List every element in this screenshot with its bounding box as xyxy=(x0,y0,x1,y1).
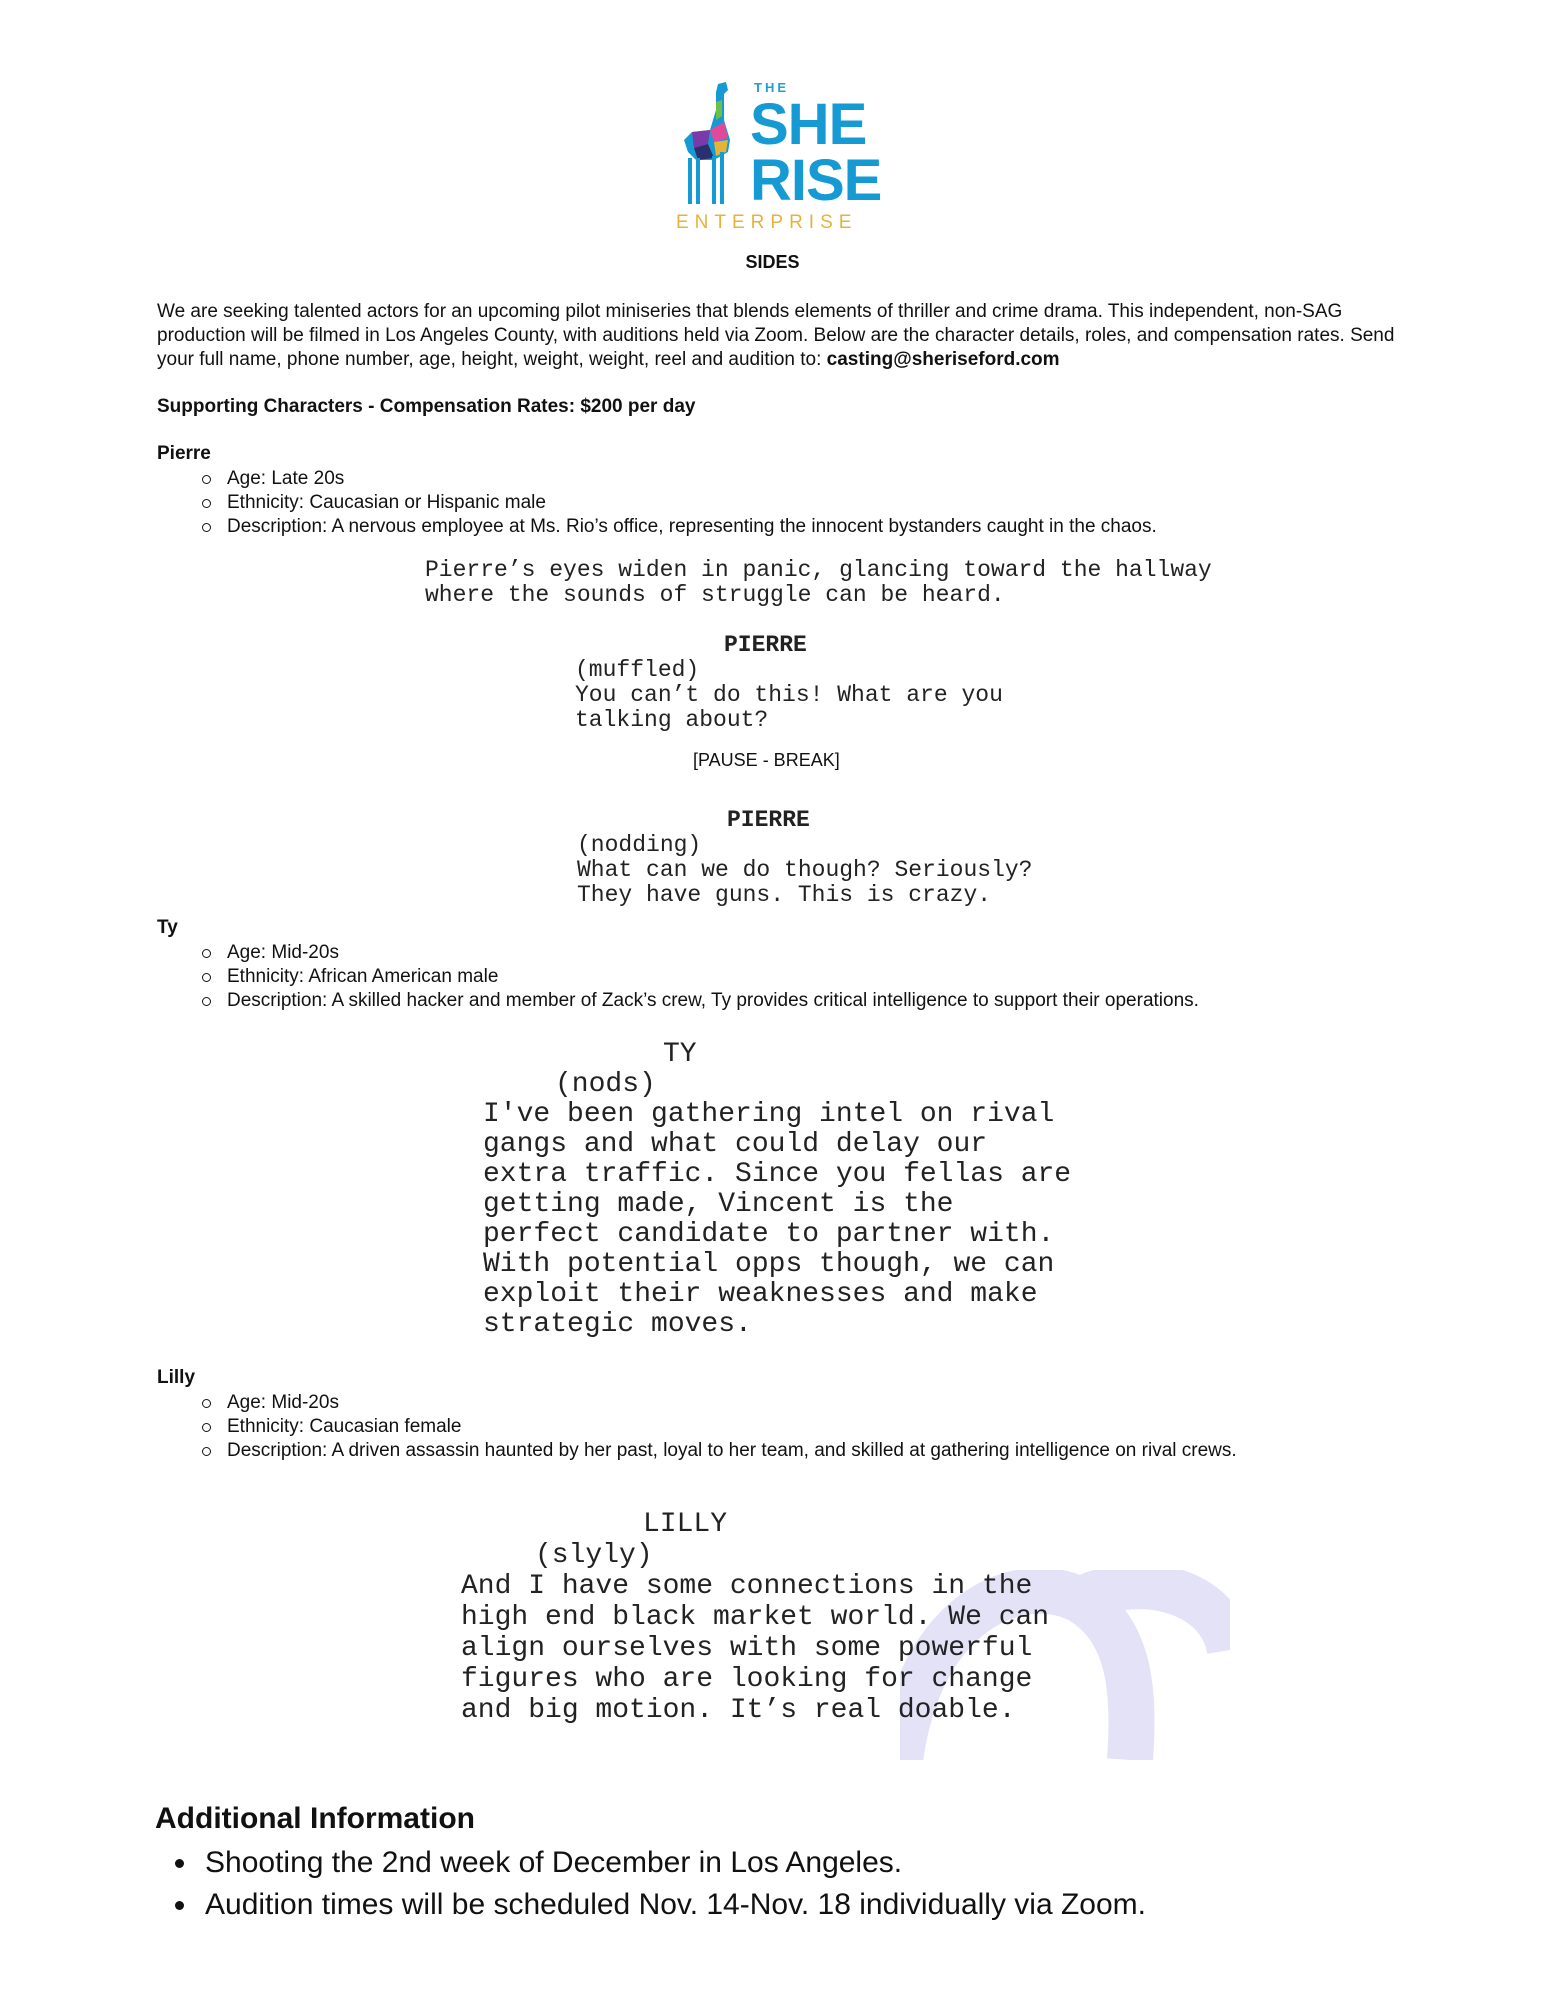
list-item: Description: A nervous employee at Ms. Rio’s office, representing the innocent bystanders caught in the chaos. xyxy=(227,516,1157,537)
pierre-action-line-1: Pierre’s eyes widen in panic, glancing toward the hallway xyxy=(425,557,1212,583)
list-item: Ethnicity: Caucasian or Hispanic male xyxy=(227,491,1157,515)
list-item: Age: Mid-20s xyxy=(227,1391,1237,1415)
lilly-dialogue-line: figures who are looking for change xyxy=(461,1664,1033,1695)
ty-dialogue-line: extra traffic. Since you fellas are xyxy=(483,1159,1072,1190)
list-item: Ethnicity: Caucasian female xyxy=(227,1415,1237,1439)
lilly-details xyxy=(227,1391,1237,1463)
ty-dialogue-line: I've been gathering intel on rival xyxy=(483,1099,1055,1130)
ty-cue: TY xyxy=(663,1039,697,1070)
ty-dialogue-line: exploit their weaknesses and make xyxy=(483,1279,1038,1310)
list-item: Shooting the 2nd week of December in Los Angeles. xyxy=(205,1842,1146,1884)
list-item: Audition times will be scheduled Nov. 14-Nov. 18 individually via Zoom. xyxy=(205,1884,1146,1926)
ty-parenthetical: (nods) xyxy=(555,1069,656,1100)
pierre-details xyxy=(227,467,1157,539)
character-name-pierre: Pierre xyxy=(157,443,211,464)
additional-info-heading: Additional Information xyxy=(155,1802,475,1835)
pierre-cue-2: PIERRE xyxy=(727,807,810,833)
lilly-dialogue-line: align ourselves with some powerful xyxy=(461,1633,1033,1664)
list-item: Description: A driven assassin haunted by her past, loyal to her team, and skilled at gathering intelligence on rival crews. xyxy=(227,1440,1237,1461)
intro-text: We are seeking talented actors for an upcoming pilot miniseries that blends elements of thriller and crime drama. This independent, non-SAG production will be filmed in Los Angeles County, with auditions held via Zoom. Below are the character details, roles, and compensation rates. Send your full name, phone number, age, height, weight, weight, reel and audition to: xyxy=(157,301,1395,370)
page-title: SIDES xyxy=(745,252,800,272)
giraffe-logo-icon xyxy=(674,80,744,208)
pierre-dialogue-1a: You can’t do this! What are you xyxy=(575,682,1003,708)
character-name-ty: Ty xyxy=(157,917,178,938)
logo-she: SHE xyxy=(750,92,867,157)
logo xyxy=(670,80,890,240)
list-item: Description: A skilled hacker and member of Zack’s crew, Ty provides critical intelligence to support their operations. xyxy=(227,990,1199,1011)
supporting-heading: Supporting Characters - Compensation Rates: $200 per day xyxy=(157,396,696,417)
list-item: Age: Mid-20s xyxy=(227,941,1199,965)
additional-info-list xyxy=(205,1842,1146,1926)
lilly-dialogue-line: high end black market world. We can xyxy=(461,1602,1050,1633)
logo-the: THE xyxy=(754,80,789,95)
logo-enterprise: ENTERPRISE xyxy=(676,212,858,233)
pierre-dialogue-2b: They have guns. This is crazy. xyxy=(577,882,992,908)
ty-dialogue-line: With potential opps though, we can xyxy=(483,1249,1055,1280)
ty-dialogue-line: perfect candidate to partner with. xyxy=(483,1219,1055,1250)
lilly-dialogue-line: And I have some connections in the xyxy=(461,1571,1033,1602)
pierre-dialogue-1b: talking about? xyxy=(575,707,769,733)
pierre-parenthetical-2: (nodding) xyxy=(577,832,702,858)
logo-rise: RISE xyxy=(750,148,882,213)
pierre-parenthetical-1: (muffled) xyxy=(575,657,700,683)
pause-break: [PAUSE - BREAK] xyxy=(693,750,840,770)
ty-dialogue-line: gangs and what could delay our xyxy=(483,1129,988,1160)
lilly-cue: LILLY xyxy=(643,1509,728,1540)
ty-details xyxy=(227,941,1199,1013)
pierre-dialogue-2a: What can we do though? Seriously? xyxy=(577,857,1033,883)
pierre-action-line-2: where the sounds of struggle can be heard. xyxy=(425,582,1005,608)
character-name-lilly: Lilly xyxy=(157,1367,196,1388)
casting-email: casting@sheriseford.com xyxy=(826,349,1060,370)
list-item: Age: Late 20s xyxy=(227,467,1157,491)
ty-dialogue-line: strategic moves. xyxy=(483,1309,752,1340)
ty-dialogue-line: getting made, Vincent is the xyxy=(483,1189,954,1220)
list-item: Ethnicity: African American male xyxy=(227,965,1199,989)
lilly-parenthetical: (slyly) xyxy=(535,1540,653,1571)
lilly-dialogue-line: and big motion. It’s real doable. xyxy=(461,1695,1016,1726)
pierre-cue-1: PIERRE xyxy=(724,632,807,658)
intro-paragraph xyxy=(157,300,1397,372)
